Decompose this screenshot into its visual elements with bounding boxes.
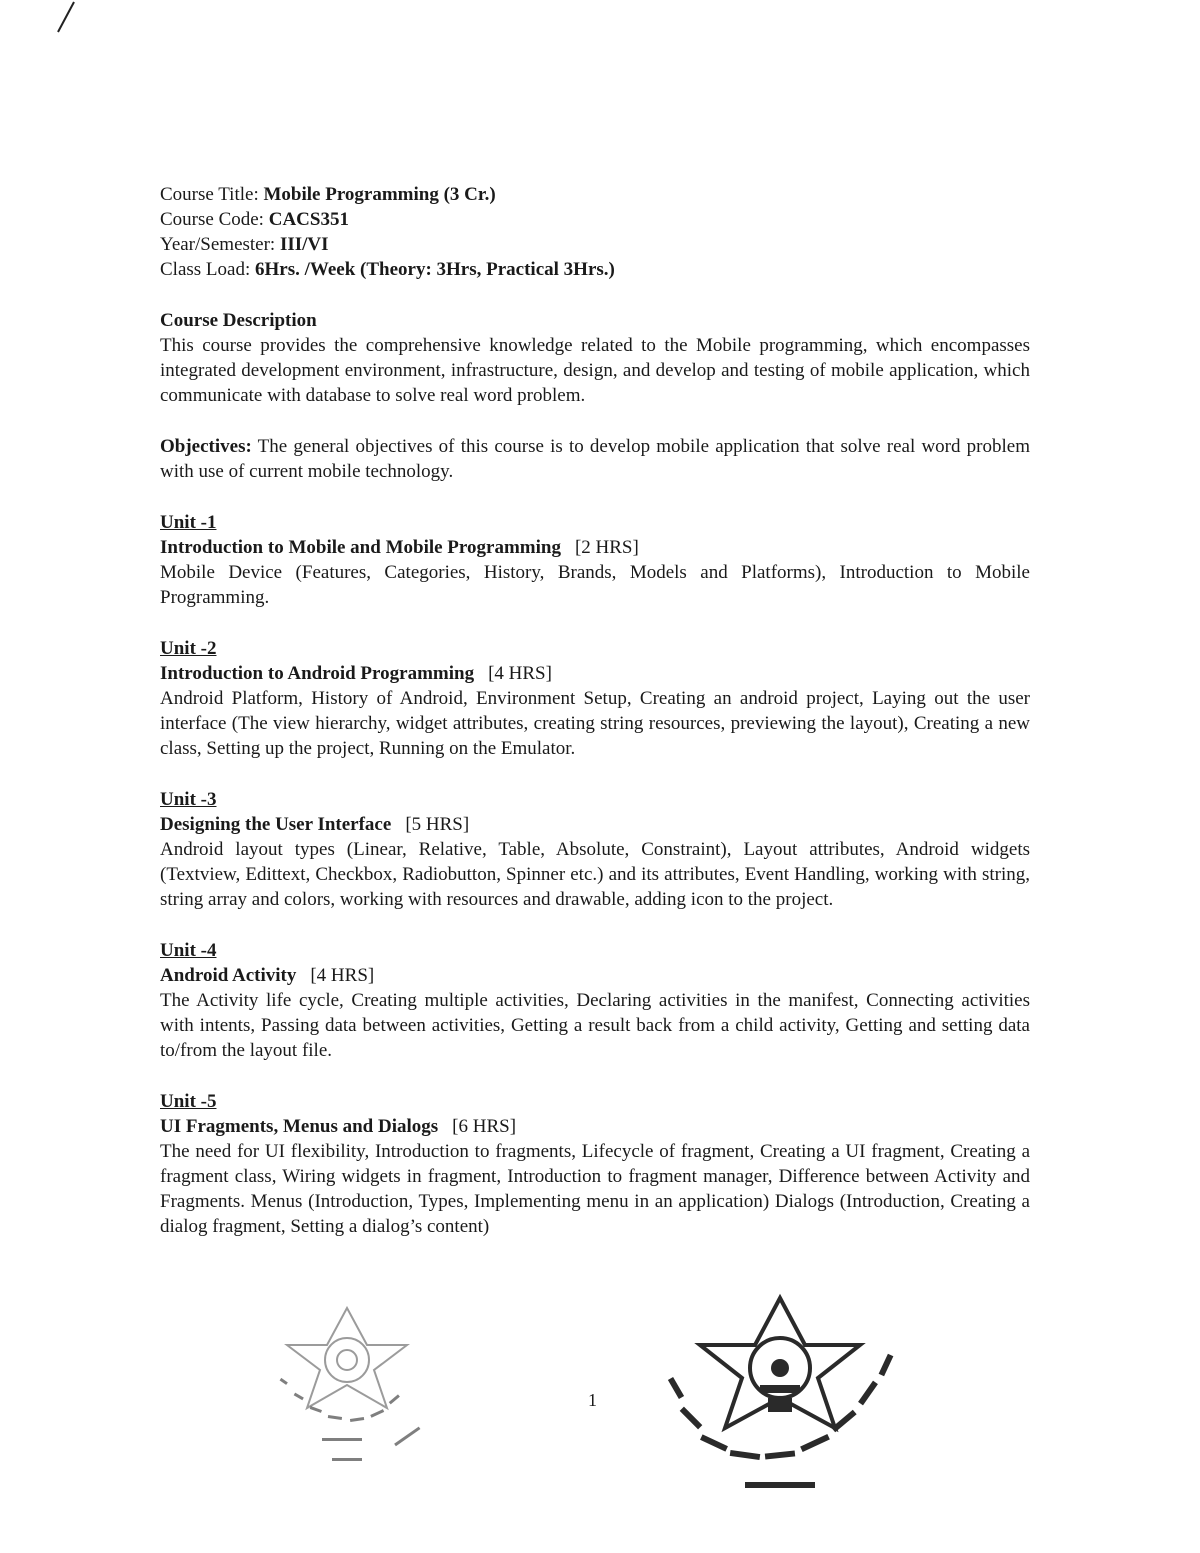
course-description-text: This course provides the comprehensive knowledge related to the Mobile programming, which encompasses integrated development environment, infrastructure, design, and develop and testing of mobile application, which communicate with database to solve real word problem. bbox=[160, 335, 1030, 406]
class-load-line bbox=[160, 257, 1030, 282]
unit-body: The Activity life cycle, Creating multiple activities, Declaring activities in the manifest, Connecting activities with intents, Passing data between activities, Getting a result back from a child activity, Getting and setting data to/from the layout file. bbox=[160, 990, 1030, 1061]
semester-line bbox=[160, 232, 1030, 257]
academic-council-seal bbox=[660, 1290, 920, 1510]
unit-body: Android Platform, History of Android, Environment Setup, Creating an android project, Laying out the user interface (The view hierarchy, widget attributes, creating string resources, previewing the layout), Creating a new class, Setting up the project, Running on the Emulator. bbox=[160, 688, 1030, 759]
corner-pen-mark bbox=[52, 0, 82, 40]
course-title-label: Course Title: bbox=[160, 184, 264, 205]
unit-heading bbox=[160, 812, 1030, 837]
unit-section bbox=[160, 510, 1030, 610]
course-description-heading: Course Description bbox=[160, 310, 317, 331]
unit-section bbox=[160, 938, 1030, 1063]
objectives-paragraph bbox=[160, 434, 1030, 484]
unit-label: Unit -1 bbox=[160, 512, 217, 533]
unit-title: Introduction to Android Programming bbox=[160, 663, 475, 684]
unit-hours: [4 HRS] bbox=[310, 965, 375, 986]
class-load-label: Class Load: bbox=[160, 259, 255, 280]
course-title-line bbox=[160, 182, 1030, 207]
page-number: 1 bbox=[588, 1390, 597, 1410]
class-load-value: 6Hrs. /Week (Theory: 3Hrs, Practical 3Hrs.) bbox=[255, 259, 615, 280]
unit-title: UI Fragments, Menus and Dialogs bbox=[160, 1116, 439, 1137]
course-description-section bbox=[160, 308, 1030, 408]
objectives-label: Objectives: bbox=[160, 436, 252, 457]
unit-heading bbox=[160, 1114, 1030, 1139]
unit-body: The need for UI flexibility, Introduction to fragments, Lifecycle of fragment, Creating a UI fragment, Creating a fragment class, Wiring widgets in fragment, Introduction to fragment manager, Difference between Activity and Fragments. Menus (Introduction, Types, Implementing menu in an application) Dialogs (Introduction, Creating a dialog fragment, Setting a dialog’s content) bbox=[160, 1141, 1030, 1237]
semester-label: Year/Semester: bbox=[160, 234, 280, 255]
unit-heading bbox=[160, 963, 1030, 988]
unit-section bbox=[160, 1089, 1030, 1239]
unit-title: Introduction to Mobile and Mobile Programming bbox=[160, 537, 561, 558]
unit-heading bbox=[160, 535, 1030, 560]
unit-hours: [4 HRS] bbox=[488, 663, 552, 684]
document-content bbox=[160, 182, 1030, 1239]
unit-section bbox=[160, 636, 1030, 761]
unit-label: Unit -3 bbox=[160, 789, 217, 810]
unit-title: Designing the User Interface bbox=[160, 814, 392, 835]
objectives-text: The general objectives of this course is to develop mobile application that solve real word problem with use of current mobile technology. bbox=[160, 436, 1030, 482]
course-title-value: Mobile Programming (3 Cr.) bbox=[263, 184, 496, 205]
unit-section bbox=[160, 787, 1030, 912]
semester-value: III/VI bbox=[279, 234, 329, 255]
unit-hours: [6 HRS] bbox=[452, 1116, 517, 1137]
unit-label: Unit -4 bbox=[160, 940, 217, 961]
unit-title: Android Activity bbox=[160, 965, 297, 986]
unit-heading bbox=[160, 661, 1030, 686]
unit-body: Mobile Device (Features, Categories, History, Brands, Models and Platforms), Introduction to Mobile Programming. bbox=[160, 562, 1030, 608]
course-code-line bbox=[160, 207, 1030, 232]
unit-label: Unit -2 bbox=[160, 638, 217, 659]
course-code-value: CACS351 bbox=[268, 209, 349, 230]
unit-label: Unit -5 bbox=[160, 1091, 217, 1112]
course-code-label: Course Code: bbox=[160, 209, 269, 230]
unit-hours: [5 HRS] bbox=[405, 814, 470, 835]
faculty-office-seal bbox=[262, 1300, 462, 1480]
unit-body: Android layout types (Linear, Relative, Table, Absolute, Constraint), Layout attributes, Android widgets (Textview, Edittext, Checkbox, Radiobutton, Spinner etc.) and its attributes, Event Handling, working with string, string array and colors, working with resources and drawable, adding icon to the project. bbox=[160, 839, 1030, 910]
unit-hours: [2 HRS] bbox=[574, 537, 639, 558]
